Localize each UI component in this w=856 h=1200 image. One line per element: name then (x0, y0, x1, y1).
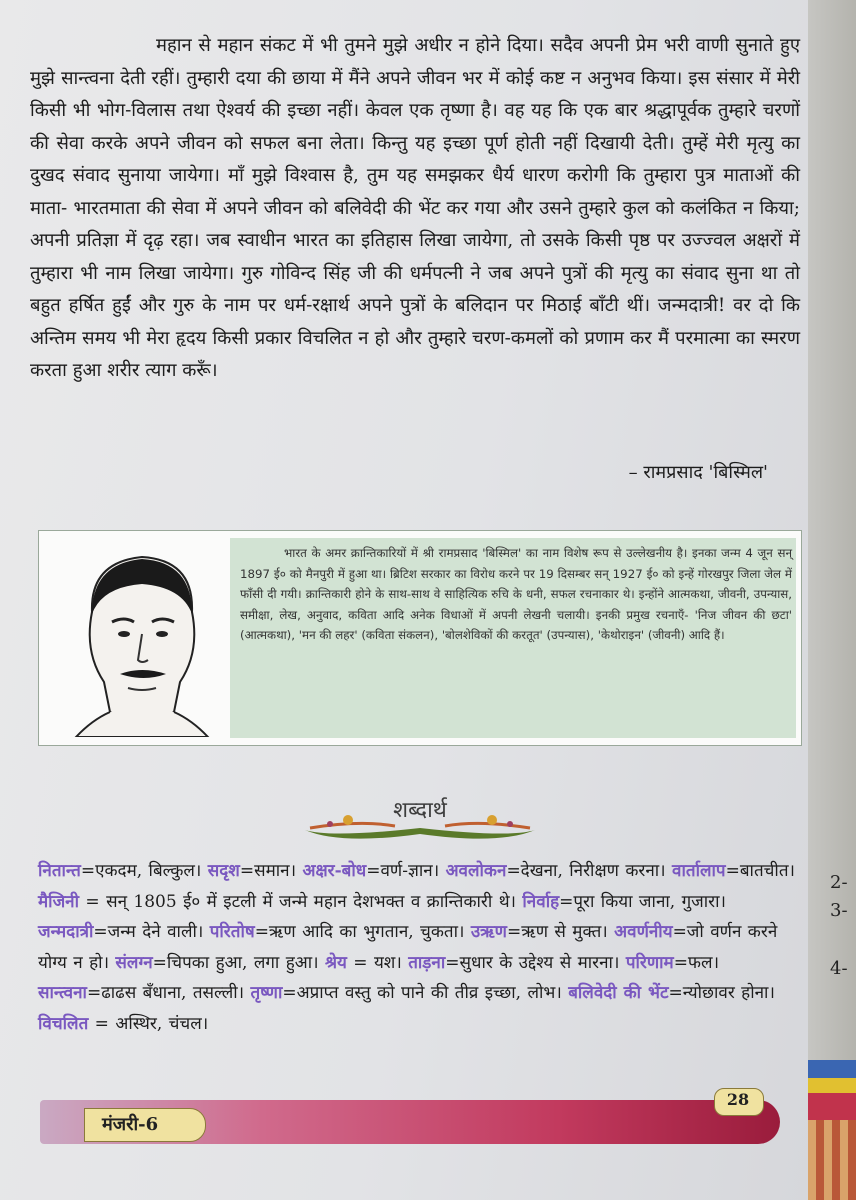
section-heading-ornament (300, 790, 540, 850)
glossary-entry: अवलोकन=देखना, निरीक्षण करना। (445, 861, 666, 881)
glossary-entry: नितान्त=एकदम, बिल्कुल। (38, 861, 202, 881)
side-number: 2- (830, 872, 848, 893)
glossary-entry: श्रेय = यश। (324, 952, 402, 973)
glossary-heading: शब्दार्थ (393, 798, 447, 823)
page-number: 28 (726, 1090, 750, 1109)
glossary-entry: तृष्णा=अप्राप्त वस्तु को पाने की तीव्र इच्छा, लोभ। (250, 983, 562, 1003)
side-number: 4- (830, 958, 848, 979)
glossary-entry: परितोष=ऋण आदि का भुगतान, चुकता। (209, 922, 465, 942)
glossary-entry: अवर्णनीय=जो वर्णन करने योग्य न हो। (38, 922, 778, 973)
glossary-entry: जन्मदात्री=जन्म देने वाली। (38, 922, 204, 942)
glossary-entry: मैजिनी = सन् 1805 ई० में इटली में जन्मे महान देशभक्त व क्रान्तिकारी थे। (38, 891, 516, 912)
glossary-entry: परिणाम=फल। (625, 952, 720, 973)
glossary-entry: निर्वाह=पूरा किया जाना, गुजारा। (522, 891, 726, 912)
author-signature: – रामप्रसाद 'बिस्मिल' (628, 462, 768, 483)
glossary-entry: वार्तालाप=बातचीत। (672, 861, 795, 881)
adjacent-page (800, 0, 856, 1200)
glossary (38, 856, 798, 1039)
side-number: 3- (830, 900, 848, 921)
glossary-entry: उऋण=ऋण से मुक्त। (470, 922, 608, 942)
adjacent-page-stripe (800, 1060, 856, 1120)
book-title: मंजरी-6 (102, 1114, 159, 1135)
portrait-sketch (62, 542, 222, 737)
bio-text: भारत के अमर क्रान्तिकारियों में श्री रामप्रसाद 'बिस्मिल' का नाम विशेष रूप से उल्लेखनीय है। इनका जन्म 4 जून सन् 1897 ई० को मैनपुरी में हुआ था। ब्रिटिश सरकार का विरोध करने पर 19 दिसम्बर सन् 1927 ई० को इन्हें गोरखपुर जिला जेल में फाँसी दी गयी। क्रान्तिकारी होने के साथ-साथ वे साहित्यिक रुचि के धनी, सफल रचनाकार थे। इन्होंने आत्मकथा, जीवनी, उपन्यास, समीक्षा, लेख, अनुवाद, कविता आदि अनेक विधाओं में अपनी लेखनी चलायी। इनकी प्रमुख रचनाएँ- 'निज जीवन की छटा' (आत्मकथा), 'मन की लहर' (कविता संकलन), 'बोलशेविकों की करतूत' (उपन्यास), 'केथोराइन' (जीवनी) आदि हैं। (240, 546, 792, 643)
letter-paragraph: महान से महान संकट में भी तुमने मुझे अधीर न होने दिया। सदैव अपनी प्रेम भरी वाणी सुनाते हुए मुझे सान्त्वना देती रहीं। तुम्हारी दया की छाया में मैंने अपने जीवन भर में कोई कष्ट न अनुभव किया। इस संसार में मेरी किसी भी भोग-विलास तथा ऐश्वर्य की इच्छा नहीं। केवल एक तृष्णा है। वह यह कि एक बार श्रद्धापूर्वक तुम्हारे चरणों की सेवा करके अपने जीवन को सफल बना लेता। किन्तु यह इच्छा पूर्ण होती नहीं दिखायी देती। तुम्हें मेरी मृत्यु का दुखद संवाद सुनाया जायेगा। माँ मुझे विश्वास है, तुम यह समझकर धैर्य धारण करोगी कि तुम्हारा पुत्र माताओं की माता- भारतमाता की सेवा में अपने जीवन को बलिवेदी की भेंट कर गया और उसने तुम्हारे कुल को कलंकित न किया; अपनी प्रतिज्ञा में दृढ़ रहा। जब स्वाधीन भारत का इतिहास लिखा जायेगा, तो उसके किसी पृष्ठ पर उज्ज्वल अक्षरों में तुम्हारा भी नाम लिखा जायेगा। गुरु गोविन्द सिंह जी की धर्मपत्नी ने जब अपने पुत्रों की मृत्यु का संवाद सुना था तो बहुत हर्षित हुईं और गुरु के नाम पर धर्म-रक्षार्थ अपने पुत्रों के बलिदान पर मिठाई बाँटी थीं। जन्मदात्री! वर दो कि अन्तिम समय भी मेरा हृदय किसी प्रकार विचलित न हो और तुम्हारे चरण-कमलों को प्रणाम कर मैं परमात्मा का स्मरण करता हुआ शरीर त्याग करूँ। (30, 35, 800, 381)
glossary-entry: विचलित = अस्थिर, चंचल। (38, 1013, 209, 1034)
adjacent-page-border (800, 1120, 856, 1200)
glossary-entry: संलग्न=चिपका हुआ, लगा हुआ। (115, 952, 319, 973)
glossary-entry: सदृश=समान। (207, 861, 297, 881)
glossary-entry: बलिवेदी की भेंट=न्योछावर होना। (568, 983, 775, 1003)
glossary-entry: ताड़ना=सुधार के उद्देश्य से मारना। (408, 952, 620, 973)
glossary-entry: सान्त्वना=ढाढस बँधाना, तसल्ली। (38, 983, 245, 1003)
glossary-entry: अक्षर-बोध=वर्ण-ज्ञान। (302, 861, 440, 881)
